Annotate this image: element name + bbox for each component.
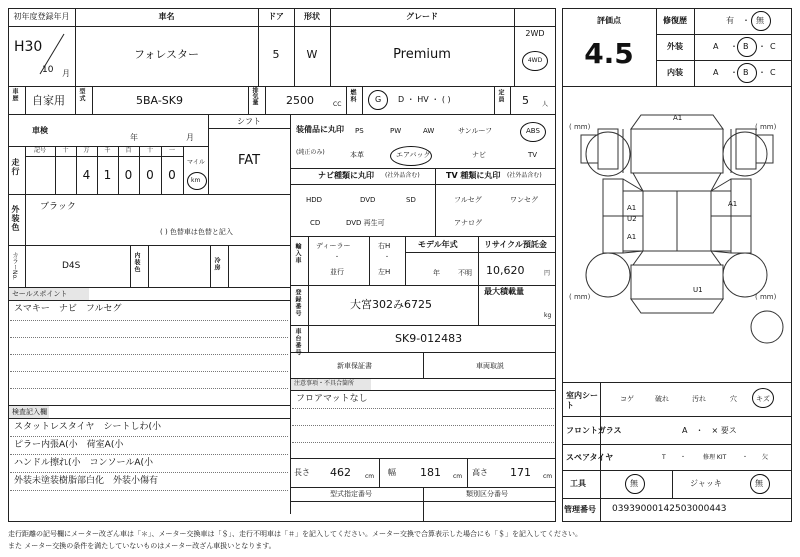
nav-dvd: DVD	[360, 196, 376, 204]
exterior-color: ブラック	[40, 202, 76, 212]
int-grade-a: A	[713, 68, 719, 77]
mark-left-rear: A1	[627, 233, 637, 241]
odo-d-5: 0	[146, 168, 154, 182]
reg-month: 10	[42, 65, 54, 75]
nav-type-label: ナビ種類に丸印	[318, 171, 374, 180]
shape-label: 形状	[304, 12, 320, 21]
ext-grade-c: C	[770, 42, 776, 51]
sheet-yabure: 破れ	[655, 395, 669, 403]
drive-2wd: 2WD	[525, 29, 545, 38]
footer-line-2: また メーター交換の条件を満たしていないものはメーター改ざん車扱いとなります。	[8, 542, 276, 550]
mark-front-bumper: A1	[673, 114, 683, 122]
category: 自家用	[32, 94, 65, 107]
height-value: 171	[510, 466, 531, 479]
color-change-note: ( ) 色替車は色替と記入	[160, 228, 233, 236]
equip-aw: AW	[423, 127, 435, 135]
grade: Premium	[393, 47, 451, 62]
shaken-month-unit: 月	[186, 133, 194, 142]
door: 5	[272, 48, 280, 61]
score-label: 評価点	[597, 16, 621, 25]
int-dot-2: ・	[758, 68, 766, 77]
import-label: 輸入車	[294, 243, 301, 264]
equipment-sublabel: (純正のみ)	[296, 149, 325, 156]
ext-grade-a: A	[713, 42, 719, 51]
equip-sunroof: サンルーフ	[458, 127, 493, 135]
cc-unit: CC	[333, 101, 342, 108]
ac-label: 冷房	[213, 257, 220, 271]
equip-airbag: エアバッグ	[396, 151, 431, 159]
shift: FAT	[237, 153, 261, 168]
notes-label: 注意事項・不具合箇所	[294, 380, 355, 387]
equip-navi: ナビ	[472, 151, 486, 159]
chassis-label: 車台番号	[294, 328, 301, 356]
length-unit: cm	[365, 473, 375, 480]
tv-analog: アナログ	[454, 219, 482, 227]
svg-text:( mm): ( mm)	[569, 293, 591, 301]
odo-d-2: 4	[82, 168, 91, 182]
odo-h-6: 一	[168, 147, 175, 154]
shape: W	[306, 48, 318, 61]
spare-none: 欠	[762, 454, 769, 461]
jack-label: ジャッキ	[690, 479, 722, 488]
sheet-yogore: 汚れ	[692, 395, 706, 403]
inspector-line-4: 外装未塗装樹脂部白化 外装小傷有	[14, 476, 159, 486]
mark-rear-u1: U1	[693, 286, 703, 294]
reg-year-label: 初年度登録年月	[13, 12, 70, 21]
registration-label: 登録番号	[294, 289, 301, 317]
svg-text:( mm): ( mm)	[755, 123, 777, 131]
nav-cd: CD	[310, 219, 321, 227]
capacity-unit: 人	[542, 101, 549, 108]
fuel-label: 燃料	[349, 89, 356, 103]
car-damage-diagram	[563, 87, 791, 381]
front-glass-value: A ・ × 要ス	[682, 426, 737, 435]
int-grade-b: B	[743, 68, 749, 77]
abs-circle	[520, 122, 546, 142]
nav-hdd: HDD	[306, 196, 323, 204]
class-no-label: 類別区分番号	[466, 490, 508, 498]
front-glass-label: フロントガラス	[566, 426, 622, 435]
model-label: 型式	[78, 88, 85, 102]
inspector-label: 検査記入欄	[12, 408, 47, 416]
repair-dot: ・	[742, 16, 750, 25]
int-dot-1: ・	[730, 68, 738, 77]
fuel-rest: D ・ HV ・ ( )	[398, 95, 451, 104]
width-value: 181	[420, 466, 441, 479]
import-dot-1: ・	[334, 254, 341, 261]
odo-h-2: 万	[83, 147, 90, 154]
mile-label: マイル	[187, 159, 205, 166]
odo-h-3: 千	[104, 147, 111, 154]
odo-h-4: 百	[125, 147, 132, 154]
recycle-label: リサイクル預託金	[484, 240, 547, 249]
mark-left-door-u2: U2	[627, 215, 637, 223]
jack-value: 無	[755, 479, 763, 488]
odo-h-5: 十	[146, 147, 153, 154]
sheet-koge: コゲ	[620, 395, 634, 403]
grade-label: グレード	[406, 12, 438, 21]
height-unit: cm	[543, 473, 553, 480]
tools-label: 工具	[570, 479, 586, 488]
spare-dot-1: ・	[680, 454, 687, 461]
color-code-label: カラーNo.	[11, 252, 18, 280]
color-code: D4S	[62, 261, 81, 271]
recycle-yen: 円	[544, 270, 551, 277]
type-no-label: 型式指定番号	[330, 490, 372, 498]
reg-month-unit: 月	[62, 69, 70, 78]
equipment-row-2	[340, 152, 554, 162]
drive-4wd: 4WD	[527, 57, 543, 64]
tv-fullseg: フルセグ	[454, 196, 482, 204]
category-label: 車歴	[11, 88, 18, 102]
displacement-label: 排気量	[251, 87, 258, 105]
spare-tire-label: スペアタイヤ	[566, 453, 614, 462]
max-load-label: 最大積載量	[484, 287, 524, 296]
shaken-label: 車検	[32, 126, 48, 135]
interior-color-label: 内装色	[133, 252, 140, 273]
odo-d-3: 1	[103, 168, 112, 182]
max-load-unit: kg	[544, 312, 552, 319]
km-label: km	[191, 177, 201, 184]
right-h: 右H	[378, 242, 391, 250]
odo-d-6: 0	[168, 168, 176, 182]
sales-points-text: スマキー ナビ フルセグ	[14, 304, 122, 314]
repair-yes: 有	[726, 16, 734, 25]
car-name-label: 車名	[158, 12, 175, 21]
tv-type-sub: (社外品含む)	[507, 172, 542, 179]
notes-text: フロアマットなし	[296, 394, 368, 404]
length-label: 長さ	[294, 468, 310, 477]
model: 5BA-SK9	[136, 94, 183, 107]
mark-left-front: A1	[627, 204, 637, 212]
import-dealer: ディーラー	[316, 242, 351, 250]
sales-points-label: セールスポイント	[12, 290, 68, 298]
recycle-value: 10,620	[486, 264, 525, 277]
warranty-label: 新車保証書	[337, 362, 372, 370]
interior-sheet-label: 室内シート	[566, 391, 598, 410]
shaken-year-unit: 年	[130, 133, 138, 142]
width-unit: cm	[453, 473, 463, 480]
nav-type-sub: (社外品含む)	[385, 172, 420, 179]
management-no-label: 管理番号	[564, 505, 596, 514]
ext-dot-2: ・	[758, 42, 766, 51]
tv-type-label: TV 種類に丸印	[446, 171, 501, 180]
mileage-label: 走行	[11, 158, 20, 176]
chassis-value: SK9-012483	[395, 332, 463, 345]
odo-h-0: 記号	[33, 147, 46, 154]
door-label: ドア	[268, 12, 284, 21]
odometer-header	[25, 148, 183, 156]
nav-dvd-play: DVD 再生可	[346, 219, 385, 227]
tv-oneseg: ワンセグ	[510, 196, 538, 204]
repair-history-label: 修復歴	[663, 16, 687, 25]
manual-label: 車両取説	[476, 362, 504, 370]
spare-dot-2: ・	[742, 454, 749, 461]
nav-sd: SD	[406, 196, 416, 204]
fuel-g: G	[375, 95, 382, 104]
equipment-label: 装備品に丸印	[296, 125, 344, 134]
model-year-label: モデル年式	[418, 240, 458, 249]
inspector-line-2: ピラー内張A(小 荷室A(小	[14, 440, 124, 450]
spare-kit: 修理 KIT	[703, 454, 727, 461]
airbag-circle	[390, 146, 432, 166]
length-value: 462	[330, 466, 351, 479]
shift-label: シフト	[237, 117, 261, 126]
exterior-grade-label: 外装	[667, 42, 683, 51]
footer-line-1: 走行距離の記号欄にメーター改ざん車は「＊」、メーター交換車は「＄」、走行不明車は「＃」を記入してください。メーター交換で合算表示した場合にも「＄」を記入してください。	[8, 530, 582, 538]
mark-right-door: A1	[728, 200, 738, 208]
odometer-digits	[25, 169, 183, 183]
model-year-unknown: 不明	[458, 269, 472, 277]
repair-no: 無	[756, 16, 764, 25]
equip-abs: ABS	[526, 127, 540, 135]
registration-value: 大宮302み6725	[350, 298, 432, 311]
management-no-value: 03939000142503000443	[612, 504, 727, 514]
inspector-line-1: スタットレスタイヤ シートしわ(小	[14, 422, 162, 432]
equip-leather: 本革	[350, 151, 364, 159]
sheet-ana: 穴	[730, 395, 737, 403]
ext-dot-1: ・	[730, 42, 738, 51]
int-grade-c: C	[770, 68, 776, 77]
equip-pw: PW	[390, 127, 402, 135]
sheet-kizu: キズ	[756, 395, 770, 403]
import-parallel: 並行	[330, 268, 344, 276]
svg-text:( mm): ( mm)	[755, 293, 777, 301]
import-dot-2: ・	[384, 254, 391, 261]
width-label: 幅	[388, 468, 396, 477]
car-name: フォレスター	[133, 48, 200, 61]
interior-grade-label: 内装	[667, 68, 683, 77]
reg-year: H30	[14, 39, 43, 55]
svg-text:( mm): ( mm)	[569, 123, 591, 131]
displacement: 2500	[286, 94, 314, 107]
ext-grade-b: B	[743, 42, 749, 51]
capacity-label: 定員	[497, 89, 504, 103]
tools-value: 無	[630, 479, 638, 488]
exterior-color-label: 外装色	[11, 205, 20, 232]
inspector-line-3: ハンドル擦れ(小 コンソールA(小	[14, 458, 154, 468]
model-year-unit: 年	[433, 269, 440, 277]
equip-ps: PS	[355, 127, 364, 135]
odo-d-4: 0	[124, 168, 133, 182]
score-value: 4.5	[584, 37, 634, 70]
height-label: 高さ	[472, 468, 488, 477]
spare-t: T	[662, 454, 666, 461]
capacity: 5	[522, 94, 529, 107]
odo-h-1: 十	[62, 147, 69, 154]
equip-tv: TV	[528, 151, 538, 159]
left-h: 左H	[378, 268, 391, 276]
